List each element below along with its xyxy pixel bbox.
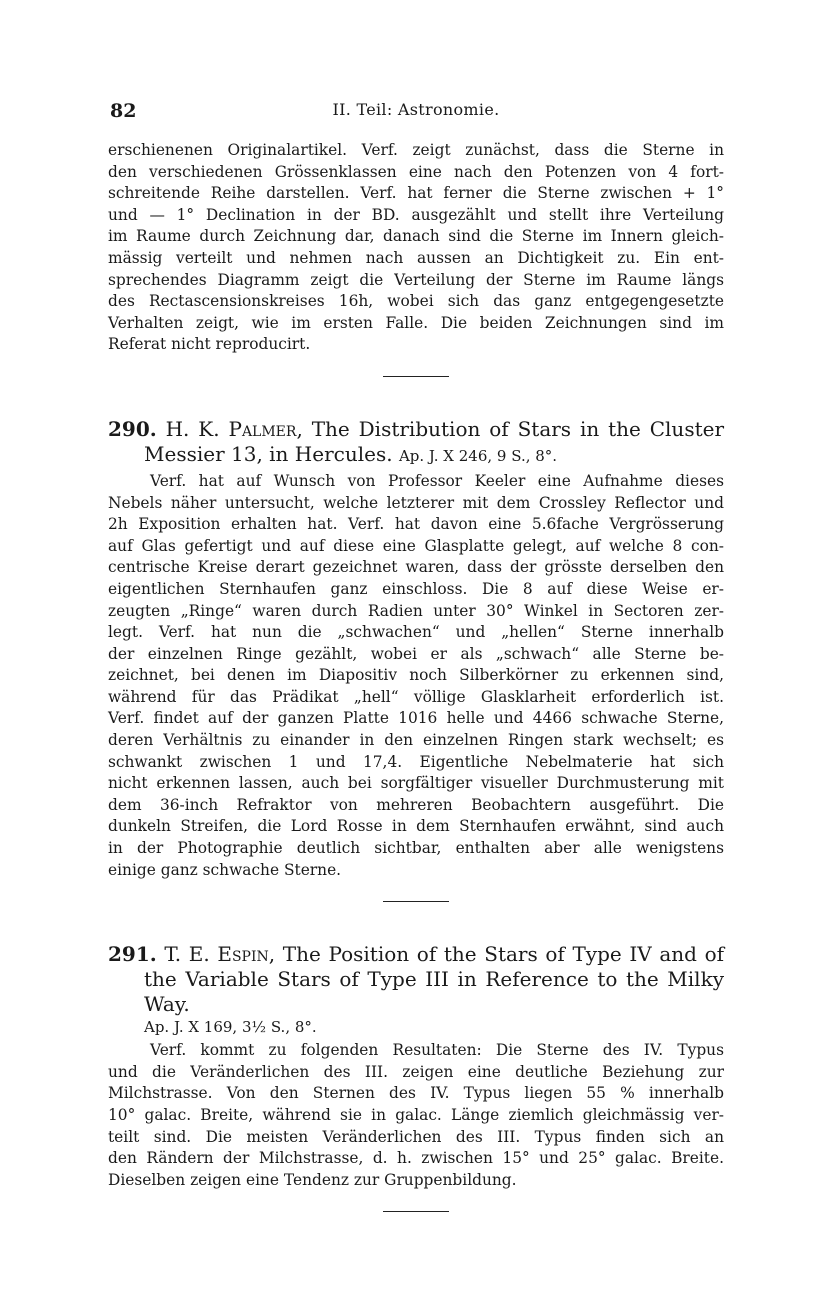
text-line: eigentlichen Sternhaufen ganz einschloss. Die 8 auf diese Weise er- xyxy=(108,579,724,598)
section-divider xyxy=(383,901,449,902)
running-title: II. Teil: Astronomie. xyxy=(332,100,500,119)
entry-body xyxy=(108,1040,724,1191)
text-line: Dieselben zeigen eine Tendenz zur Gruppenbildung. xyxy=(108,1170,517,1189)
entry-number: 290. xyxy=(108,416,157,441)
entry-title-line-1: The Position of the Stars of Type IV and of the xyxy=(144,942,725,992)
entry-title-line-2: Variable Stars of Type III in Reference to the Milky Way. xyxy=(144,967,724,1017)
text-line: deren Verhältnis zu einander in den einzelnen Ringen stark wechselt; es xyxy=(108,731,724,750)
author-name: Espin, xyxy=(217,942,276,967)
section-divider xyxy=(383,1211,449,1212)
entry-title-line-1: The Distribution of Stars in the Cluster xyxy=(311,416,725,441)
text-line: der einzelnen Ringe gezählt, wobei er als „schwach“ alle Sterne be- xyxy=(108,644,724,663)
text-line: Verhalten zeigt, wie im ersten Falle. Die beiden Zeichnungen sind im xyxy=(108,313,724,332)
text-line: während für das Prädikat „hell“ völlige Glasklarheit erforderlich ist. xyxy=(108,687,724,706)
text-line: mässig verteilt und nehmen nach aussen an Dichtigkeit zu. Ein ent- xyxy=(108,248,724,267)
text-line: Verf. kommt zu folgenden Resultaten: Die Sterne des IV. Typus xyxy=(150,1041,724,1060)
text-line: den Rändern der Milchstrasse, d. h. zwischen 15° und 25° galac. Breite. xyxy=(108,1149,724,1168)
running-head xyxy=(108,96,724,126)
text-line: und — 1° Declination in der BD. ausgezählt und stellt ihre Verteilung xyxy=(108,205,724,224)
entry-number: 291. xyxy=(108,942,157,967)
text-line: 2h Exposition erhalten hat. Verf. hat davon eine 5.6fache Vergrösserung xyxy=(108,515,724,534)
text-line: zeugten „Ringe“ waren durch Radien unter 30° Winkel in Sectoren zer- xyxy=(108,601,724,620)
text-line: erschienenen Originalartikel. Verf. zeigt zunächst, dass die Sterne in xyxy=(108,141,724,159)
text-line: Verf. findet auf der ganzen Platte 1016 helle und 4466 schwache Sterne, xyxy=(108,709,724,728)
text-line: nicht erkennen lassen, auch bei sorgfältiger visueller Durchmusterung mit xyxy=(108,774,724,793)
section-divider xyxy=(383,376,449,377)
entry-body xyxy=(108,471,724,881)
text-line: den verschiedenen Grössenklassen eine nach den Potenzen von 4 fort- xyxy=(108,162,724,181)
text-line: schwankt zwischen 1 und 17,4. Eigentliche Nebelmaterie hat sich xyxy=(108,752,724,771)
entry-citation: Ap. J. X 169, 3½ S., 8°. xyxy=(144,1018,317,1037)
text-line: 10° galac. Breite, während sie in galac. Länge ziemlich gleichmässig ver- xyxy=(108,1106,724,1124)
entry-291 xyxy=(108,942,724,1212)
text-line: legt. Verf. hat nun die „schwachen“ und „hellen“ Sterne innerhalb xyxy=(108,623,724,642)
text-line: Verf. hat auf Wunsch von Professor Keeler eine Aufnahme dieses xyxy=(150,471,724,490)
text-line: einige ganz schwache Sterne. xyxy=(108,860,342,879)
entry-title-line-2: Messier 13, in Hercules. xyxy=(144,441,393,466)
text-line: zeichnet, bei denen im Diapositiv noch Silberkörner zu erkennen sind, xyxy=(108,666,724,685)
text-line: dem 36-inch Refraktor von mehreren Beobachtern ausgeführt. Die xyxy=(108,795,724,814)
entry-heading xyxy=(108,417,724,469)
text-line: Milchstrasse. Von den Sternen des IV. Typus liegen 55 % innerhalb xyxy=(108,1084,724,1103)
text-line: teilt sind. Die meisten Veränderlichen des III. Typus finden sich an xyxy=(108,1127,724,1146)
text-line: im Raume durch Zeichnung dar, danach sind die Sterne im Innern gleich- xyxy=(108,227,724,246)
author-name: Palmer, xyxy=(228,416,303,441)
text-line: schreitende Reihe darstellen. Verf. hat ferner die Sterne zwischen + 1° xyxy=(108,184,724,203)
entry-heading xyxy=(108,942,724,1017)
text-line: in der Photographie deutlich sichtbar, enthalten aber alle wenigstens xyxy=(108,839,724,858)
text-line: auf Glas gefertigt und auf diese eine Glasplatte gelegt, auf welche 8 con- xyxy=(108,536,724,555)
text-line: dunkeln Streifen, die Lord Rosse in dem Sternhaufen erwähnt, sind auch xyxy=(108,817,724,836)
text-line: und die Veränderlichen des III. zeigen eine deutliche Beziehung zur xyxy=(108,1062,724,1081)
author-initials: T. E. xyxy=(164,942,210,967)
author-initials: H. K. xyxy=(165,416,220,441)
page-number: 82 xyxy=(110,100,137,122)
text-line: sprechendes Diagramm zeigt die Verteilung der Sterne im Raume längs xyxy=(108,270,724,289)
entry-290 xyxy=(108,417,724,902)
text-line: centrische Kreise derart gezeichnet waren, dass der grösste derselben den xyxy=(108,558,724,577)
entry-citation: Ap. J. X 246, 9 S., 8°. xyxy=(398,446,558,465)
text-line: des Rectascensionskreises 16h, wobei sich das ganz entgegengesetzte xyxy=(108,292,724,311)
text-line: Referat nicht reproducirt. xyxy=(108,335,311,354)
page xyxy=(108,96,724,1212)
intro-paragraph xyxy=(108,140,724,356)
text-line: Nebels näher untersucht, welche letzterer mit dem Crossley Reflector und xyxy=(108,493,724,512)
